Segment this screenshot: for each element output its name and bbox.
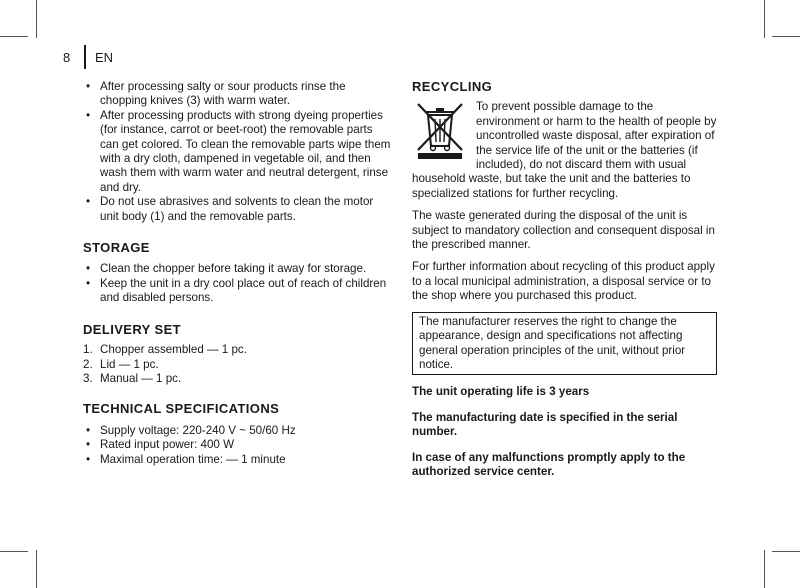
list-item: • After processing salty or sour products rinse the chopping knives (3) with warm water. xyxy=(83,80,393,109)
list-number: 3. xyxy=(83,371,93,385)
list-number: 2. xyxy=(83,357,93,371)
recycling-paragraph: To prevent possible damage to the environment or harm to the health of people by uncontrolled waste disposal, after expiration of the service life of the unit or the batteries (if included), do not discard them with usual household waste, but take the unit and the batteries to specialized stations for further recycling. xyxy=(412,100,717,200)
crop-mark xyxy=(36,0,37,38)
list-item xyxy=(83,343,393,357)
cleaning-list xyxy=(83,80,393,224)
malfunction-note: In case of any malfunctions promptly apply to the authorized service center. xyxy=(412,450,686,478)
page-number: 8 xyxy=(63,50,71,65)
list-text: Chopper assembled — 1 pc. xyxy=(100,343,247,357)
crossed-bin-icon xyxy=(412,102,468,160)
list-item xyxy=(83,372,393,386)
recycling-paragraph: The waste generated during the disposal of the unit is subject to mandatory collection and consequent disposal in the prescribed manner. xyxy=(412,209,715,252)
list-text: Lid — 1 pc. xyxy=(100,357,159,371)
section-title-technical: TECHNICAL SPECIFICATIONS xyxy=(83,401,280,417)
crop-mark xyxy=(772,551,800,552)
storage-list xyxy=(83,262,393,305)
recycling-paragraph: For further information about recycling of this product apply to a local municipal administration, a disposal service or to the shop where you purchased this product. xyxy=(412,260,715,303)
crop-mark xyxy=(0,36,28,37)
crop-mark xyxy=(764,550,765,588)
list-item xyxy=(83,358,393,372)
list-item: • Do not use abrasives and solvents to clean the motor unit body (1) and the removable parts. xyxy=(83,195,393,224)
crop-mark xyxy=(772,36,800,37)
tech-list xyxy=(83,424,393,467)
right-column xyxy=(412,80,717,479)
crop-mark xyxy=(764,0,765,38)
header-divider xyxy=(84,45,86,69)
crop-mark xyxy=(0,551,28,552)
crop-mark xyxy=(36,550,37,588)
list-item: • Supply voltage: 220-240 V ~ 50/60 Hz xyxy=(83,424,393,438)
manufacturing-date-note: The manufacturing date is specified in the serial number. xyxy=(412,410,678,439)
manufacturer-notice-box: The manufacturer reserves the right to change the appearance, design and specifications not affecting general operation principles of the unit, without prior notice. xyxy=(412,312,717,376)
operating-life-note: The unit operating life is 3 years xyxy=(412,385,590,399)
delivery-list xyxy=(83,343,393,386)
recycling-block xyxy=(412,100,717,201)
list-number: 1. xyxy=(83,343,93,357)
list-text: Manual — 1 pc. xyxy=(100,371,182,385)
section-title-delivery: DELIVERY SET xyxy=(83,321,181,337)
section-title-recycling: RECYCLING xyxy=(412,79,493,94)
left-column xyxy=(83,80,393,467)
list-item: • Maximal operation time: — 1 minute xyxy=(83,453,393,467)
list-item: • After processing products with strong dyeing properties (for instance, carrot or beet-root) the removable parts can get colored. To clean the removable parts wipe them with a dry cloth, dampened in vegetable oil, and then wash them with warm water and neutral detergent, rinse and dry. xyxy=(83,109,393,195)
list-item: • Rated input power: 400 W xyxy=(83,438,393,452)
section-title-storage: STORAGE xyxy=(83,240,150,256)
list-item: • Clean the chopper before taking it away for storage. xyxy=(83,262,393,276)
list-item: • Keep the unit in a dry cool place out of reach of children and disabled persons. xyxy=(83,277,393,306)
page-language: EN xyxy=(95,50,114,65)
